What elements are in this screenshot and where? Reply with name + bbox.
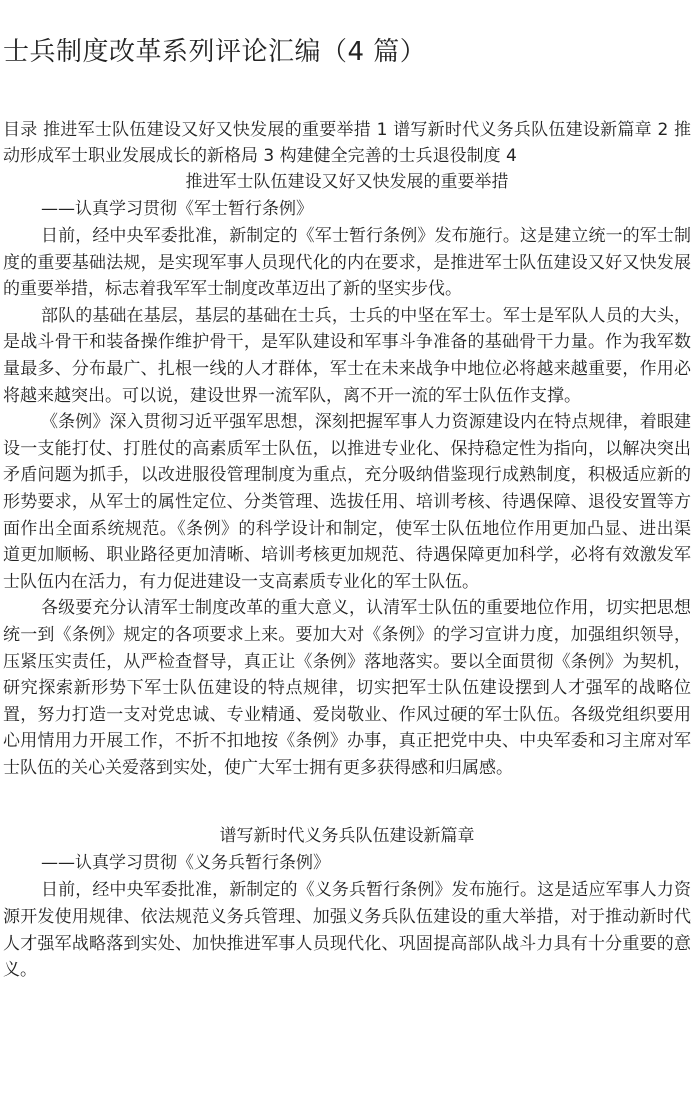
article-1	[3, 169, 691, 781]
article-subtitle: ——认真学习贯彻《军士暂行条例》	[41, 199, 313, 219]
paragraph: 日前，经中央军委批准，新制定的《义务兵暂行条例》发布施行。这是适应军事人力资源开发使用规律、依法规范义务兵管理、加强义务兵队伍建设的重大举措，对于推动新时代人才强军战略落到实处、加快推进军事人员现代化、巩固提高部队战斗力具有十分重要的意义。	[3, 880, 691, 981]
paragraph: 各级要充分认清军士制度改革的重大意义，认清军士队伍的重要地位作用，切实把思想统一到《条例》规定的各项要求上来。要加大对《条例》的学习宣讲力度，加强组织领导，压紧压实责任，从严检查督导，真正让《条例》落地落实。要以全面贯彻《条例》为契机，研究探索新形势下军士队伍建设的特点规律，切实把军士队伍建设摆到人才强军的战略位置，努力打造一支对党忠诚、专业精通、爱岗敬业、作风过硬的军士队伍。各级党组织要用心用情用力开展工作，不折不扣地按《条例》办事，真正把党中央、中央军委和习主席对军士队伍的关心关爱落到实处，使广大军士拥有更多获得感和归属感。	[3, 598, 691, 778]
article-2	[3, 823, 691, 983]
paragraph: 部队的基础在基层，基层的基础在士兵，士兵的中坚在军士。军士是军队人员的大头，是战斗骨干和装备操作维护骨干，是军队建设和军事斗争准备的基础骨干力量。作为我军数量最多、分布最广、扎根一线的人才群体，军士在未来战争中地位必将越来越重要，作用必将越来越突出。可以说，建设世界一流军队，离不开一流的军士队伍作支撑。	[3, 305, 691, 406]
article-subtitle: ——认真学习贯彻《义务兵暂行条例》	[41, 853, 330, 874]
section-gap	[3, 781, 691, 823]
article-title: 推进军士队伍建设又好又快发展的重要举措	[185, 172, 509, 192]
document-title: 士兵制度改革系列评论汇编（4 篇）	[3, 37, 427, 67]
paragraph: 日前，经中央军委批准，新制定的《军士暂行条例》发布施行。这是建立统一的军士制度的重要基础法规，是实现军事人员现代化的内在要求，是推进军士队伍建设又好又快发展的重要举措，标志着我军军士制度改革迈出了新的坚实步伐。	[3, 226, 691, 300]
table-of-contents: 目录 推进军士队伍建设又好又快发展的重要举措 1 谱写新时代义务兵队伍建设新篇章 2 推动形成军士职业发展成长的新格局 3 构建健全完善的士兵退役制度 4	[3, 120, 691, 166]
article-title: 谱写新时代义务兵队伍建设新篇章	[219, 826, 475, 847]
paragraph: 《条例》深入贯彻习近平强军思想，深刻把握军事人力资源建设内在特点规律，着眼建设一支能打仗、打胜仗的高素质军士队伍，以推进专业化、保持稳定性为指向，以解决突出矛盾问题为抓手，以改进服役管理制度为重点，充分吸纳借鉴现行成熟制度，积极适应新的形势要求，从军士的属性定位、分类管理、选拔任用、培训考核、待遇保障、退役安置等方面作出全面系统规范。《条例》的科学设计和制定，使军士队伍地位作用更加凸显、进出渠道更加顺畅、职业路径更加清晰、培训考核更加规范、待遇保障更加科学，必将有效激发军士队伍内在活力，有力促进建设一支高素质专业化的军士队伍。	[3, 412, 691, 592]
